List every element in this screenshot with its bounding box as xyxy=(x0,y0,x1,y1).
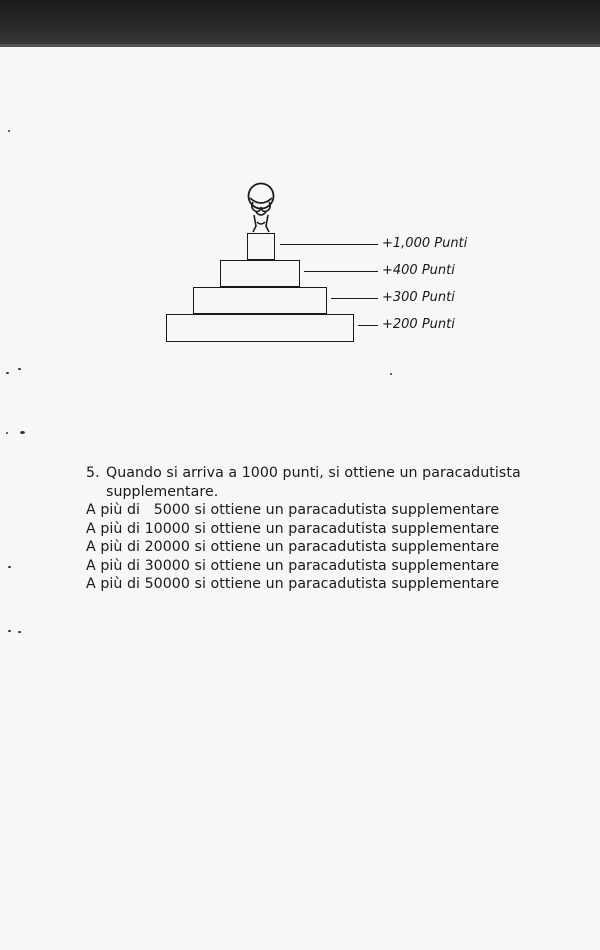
podium-step-1000 xyxy=(247,233,275,260)
rule-number: 5. xyxy=(86,465,100,481)
scan-speck xyxy=(8,630,11,632)
podium-diagram xyxy=(0,0,600,400)
scan-speck xyxy=(18,631,21,633)
bonus-line: A più di 10000 si ottiene un paracadutista supplementare xyxy=(86,520,500,537)
rules-text xyxy=(86,464,566,594)
leader-line-300 xyxy=(331,298,378,299)
points-label-200: +200 Punti xyxy=(382,317,455,332)
leader-line-400 xyxy=(304,271,378,272)
podium-step-300 xyxy=(193,287,327,314)
leader-line-1000 xyxy=(280,244,378,245)
bonus-line: A più di 20000 si ottiene un paracadutista supplementare xyxy=(86,539,500,555)
scan-speck xyxy=(8,566,11,568)
leader-line-200 xyxy=(358,325,378,326)
points-label-300: +300 Punti xyxy=(382,290,455,305)
bonus-line: A più di 5000 si ottiene un paracadutista supplementare xyxy=(86,502,500,518)
points-label-400: +400 Punti xyxy=(382,263,455,278)
parachutist-figure-icon xyxy=(243,182,279,234)
podium-step-200 xyxy=(166,314,354,342)
bonus-line: A più di 30000 si ottiene un paracadutista supplementare xyxy=(86,557,500,574)
bonus-line: A più di 50000 si ottiene un paracadutista supplementare xyxy=(86,576,500,592)
rule-item-5 xyxy=(86,464,566,501)
points-label-1000: +1,000 Punti xyxy=(382,236,468,251)
scan-speck xyxy=(20,431,25,434)
podium-step-400 xyxy=(220,260,300,287)
rule-text: Quando si arriva a 1000 punti, si ottiene un paracadutista supplementare. xyxy=(106,465,521,500)
scan-speck xyxy=(6,432,8,434)
